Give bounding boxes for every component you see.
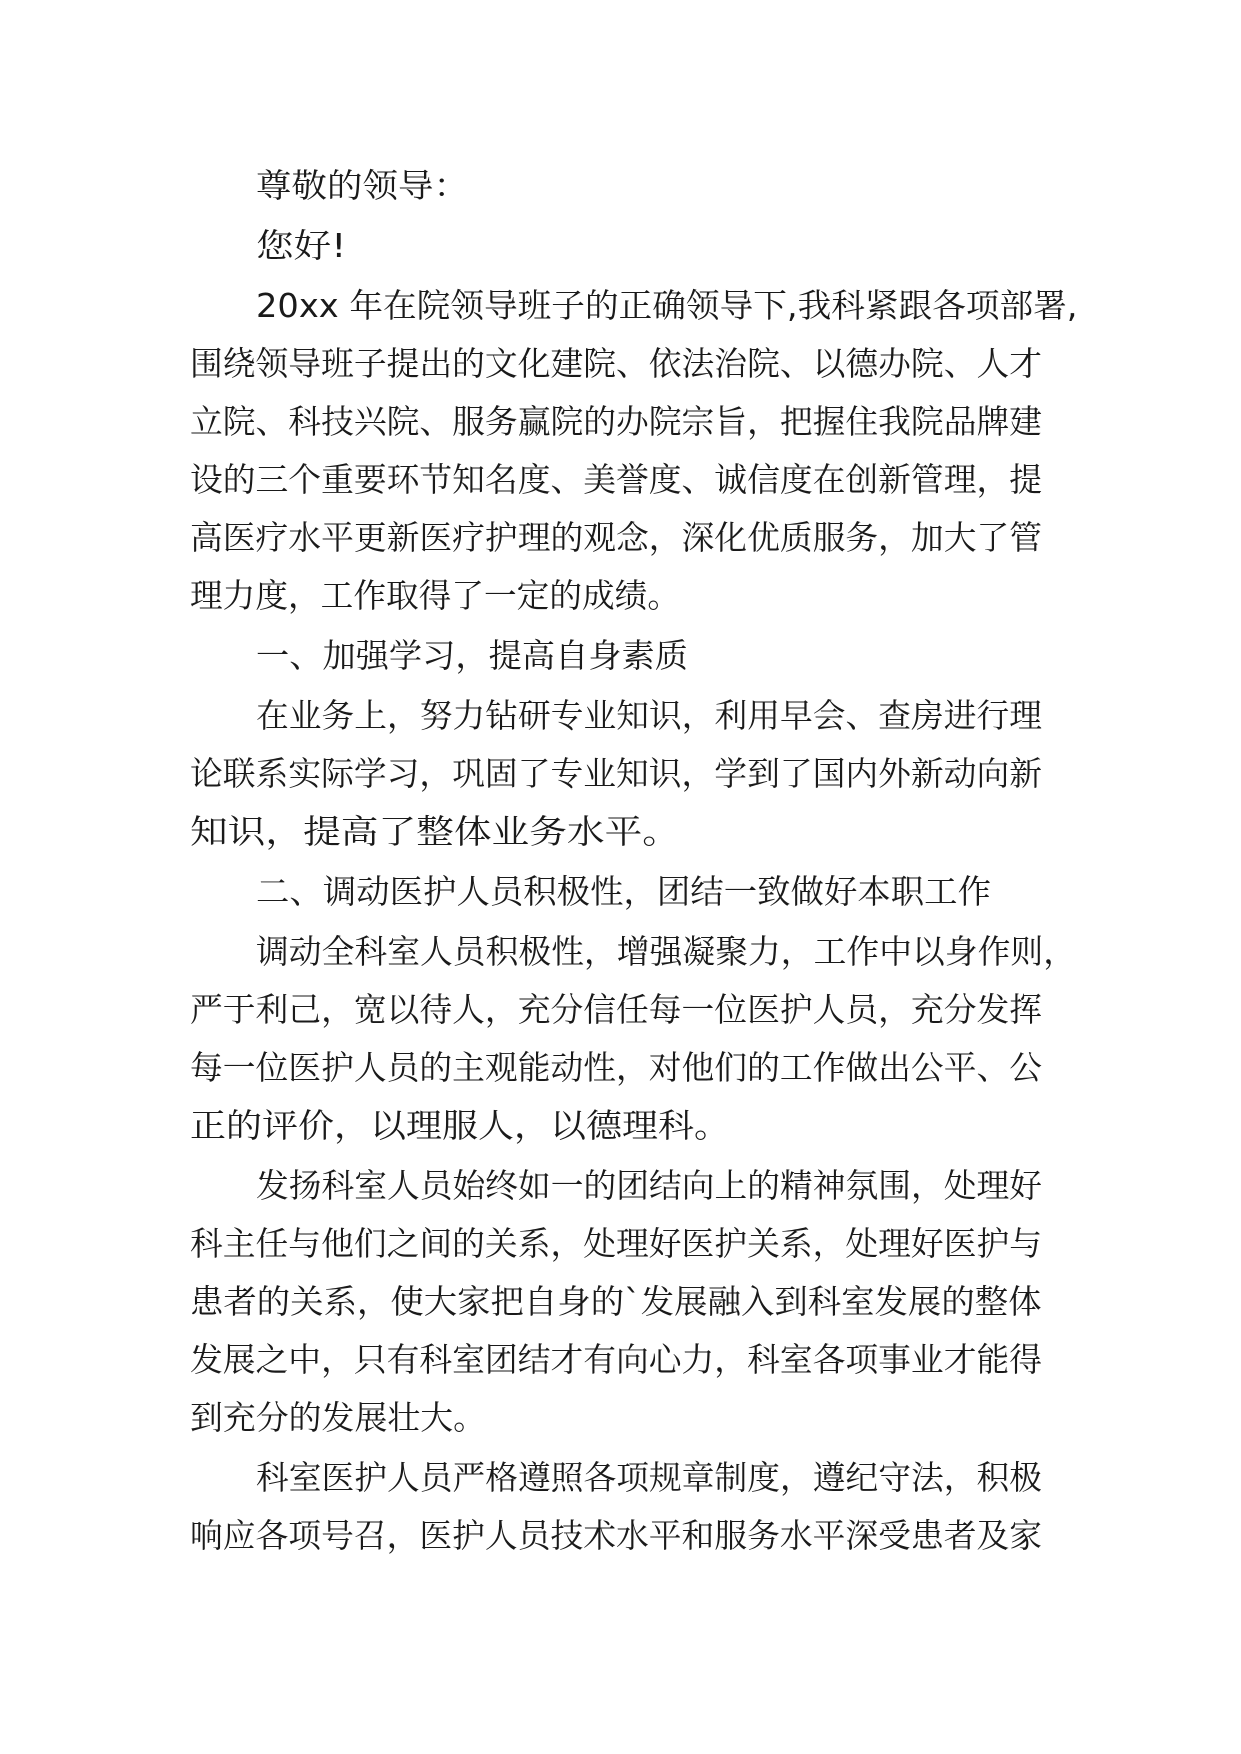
intro-line-3: 立院、科技兴院、服务赢院的办院宗旨，把握住我院品牌建 <box>190 402 1042 441</box>
section-1-line-1: 在业务上，努力钻研专业知识，利用早会、查房进行理 <box>256 696 1042 735</box>
section-1-line-2: 论联系实际学习，巩固了专业知识，学到了国内外新动向新 <box>190 754 1042 793</box>
section-2-p3-line-2: 响应各项号召，医护人员技术水平和服务水平深受患者及家 <box>190 1516 1042 1555</box>
section-2-p2-line-5: 到充分的发展壮大。 <box>190 1398 486 1437</box>
section-2-p3-line-1: 科室医护人员严格遵照各项规章制度，遵纪守法，积极 <box>256 1458 1042 1497</box>
section-2-p1-line-3: 每一位医护人员的主观能动性，对他们的工作做出公平、公 <box>190 1048 1042 1087</box>
section-1-line-3: 知识，提高了整体业务水平。 <box>190 812 680 851</box>
section-2-p2-line-4: 发展之中，只有科室团结才有向心力，科室各项事业才能得 <box>190 1340 1042 1379</box>
section-2-heading: 二、调动医护人员积极性，团结一致做好本职工作 <box>256 872 991 911</box>
salutation: 您好! <box>256 226 347 265</box>
intro-line-1: 20xx 年在院领导班子的正确领导下,我科紧跟各项部署, <box>256 286 1078 325</box>
section-2-p1-line-4: 正的评价，以理服人，以德理科。 <box>190 1106 730 1145</box>
section-1-heading: 一、加强学习，提高自身素质 <box>256 636 688 675</box>
section-2-p2-line-1: 发扬科室人员始终如一的团结向上的精神氛围，处理好 <box>256 1166 1042 1205</box>
section-2-p1-line-1: 调动全科室人员积极性，增强凝聚力，工作中以身作则， <box>256 932 1076 971</box>
intro-line-6: 理力度，工作取得了一定的成绩。 <box>190 576 680 615</box>
section-2-p2-line-2: 科主任与他们之间的关系，处理好医护关系，处理好医护与 <box>190 1224 1042 1263</box>
greeting: 尊敬的领导： <box>256 166 469 205</box>
intro-line-4: 设的三个重要环节知名度、美誉度、诚信度在创新管理，提 <box>190 460 1042 499</box>
intro-line-2: 围绕领导班子提出的文化建院、依法治院、以德办院、人才 <box>190 344 1042 383</box>
section-2-p2-line-3: 患者的关系，使大家把自身的`发展融入到科室发展的整体 <box>190 1282 1042 1321</box>
intro-line-5: 高医疗水平更新医疗护理的观念，深化优质服务，加大了管 <box>190 518 1042 557</box>
section-2-p1-line-2: 严于利己，宽以待人，充分信任每一位医护人员，充分发挥 <box>190 990 1042 1029</box>
